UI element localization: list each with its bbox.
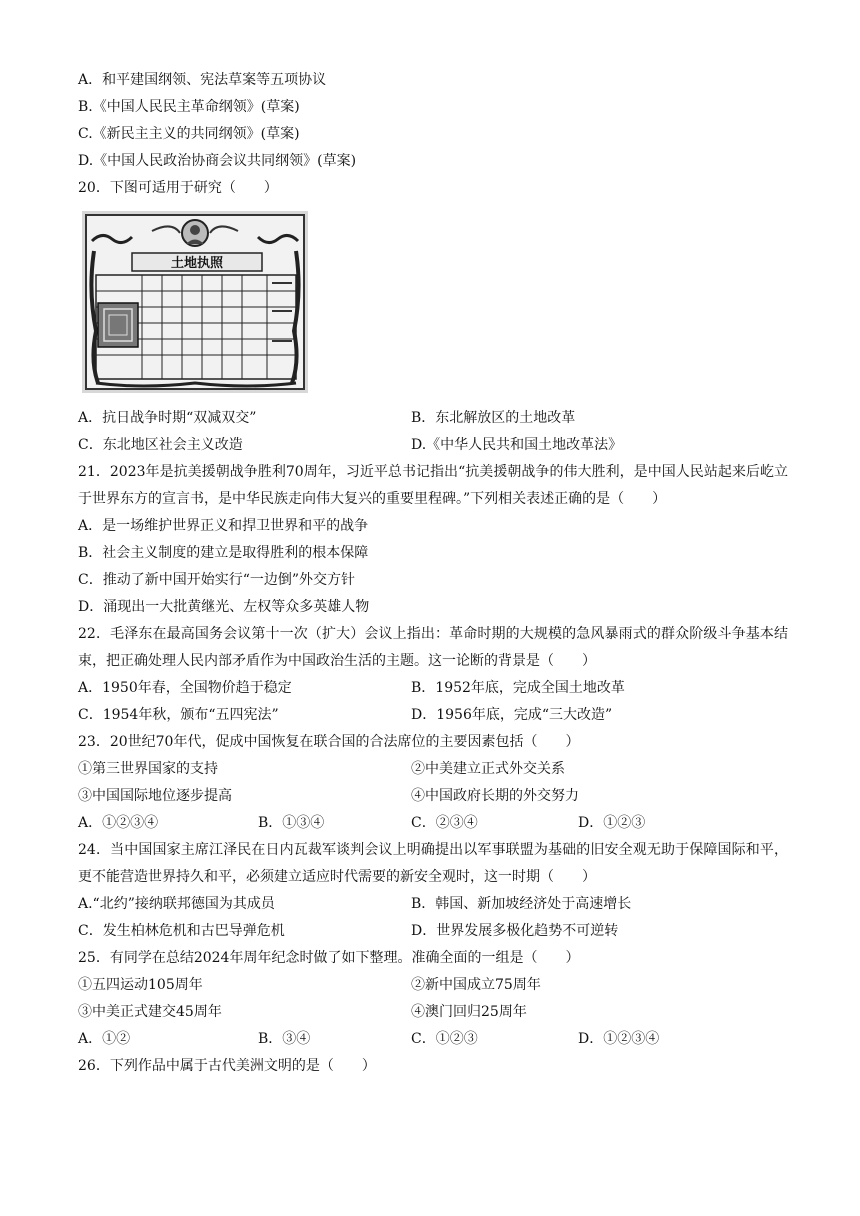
q25-item-1: ①五四运动105周年 xyxy=(78,977,203,993)
q25-item-2: ②新中国成立75周年 xyxy=(411,977,541,993)
q22-option-a: A．1950年春，全国物价趋于稳定 xyxy=(78,680,292,696)
q24-option-d: D．世界发展多极化趋势不可逆转 xyxy=(411,923,619,939)
q22-option-b: B．1952年底，完成全国土地改革 xyxy=(411,680,625,696)
q23-item-1: ①第三世界国家的支持 xyxy=(78,761,218,777)
q25-item-4: ④澳门回归25周年 xyxy=(411,1004,527,1020)
q25-option-d: D．①②③④ xyxy=(578,1031,660,1047)
certificate-title: 土地执照 xyxy=(170,256,224,271)
land-certificate-image xyxy=(82,211,308,393)
q21-stem: 21．2023年是抗美援朝战争胜利70周年，习近平总书记指出“抗美援朝战争的伟大胜利，是中国人民站起来后屹立于世界东方的宣言书，是中华民族走向伟大复兴的重要里程碑。”下列相关表述正确的是（ ） xyxy=(78,464,788,507)
q25-stem: 25．有同学在总结2024年周年纪念时做了如下整理。准确全面的一组是（ ） xyxy=(78,950,580,966)
q19-option-b: B.《中国人民民主革命纲领》(草案) xyxy=(78,99,300,115)
q23-item-4: ④中国政府长期的外交努力 xyxy=(411,788,579,804)
q20-option-c: C．东北地区社会主义改造 xyxy=(78,437,243,453)
q24-stem: 24．当中国国家主席江泽民在日内瓦裁军谈判会议上明确提出以军事联盟为基础的旧安全观无助于保障国际和平，更不能营造世界持久和平，必须建立适应时代需要的新安全观时，这一时期（ ） xyxy=(78,842,788,885)
q25-option-a: A．①② xyxy=(78,1031,131,1047)
q21-option-a: A．是一场维护世界正义和捍卫世界和平的战争 xyxy=(78,518,369,534)
q23-item-2: ②中美建立正式外交关系 xyxy=(411,761,565,777)
q24-option-c: C．发生柏林危机和古巴导弹危机 xyxy=(78,923,285,939)
q25-item-3: ③中美正式建交45周年 xyxy=(78,1004,222,1020)
q22-option-c: C．1954年秋，颁布“五四宪法” xyxy=(78,707,279,723)
q25-option-c: C．①②③ xyxy=(411,1031,478,1047)
q22-option-d: D．1956年底，完成“三大改造” xyxy=(411,707,613,723)
q21-option-c: C．推动了新中国开始实行“一边倒”外交方针 xyxy=(78,572,356,588)
q25-option-b: B．③④ xyxy=(258,1031,311,1047)
q23-option-c: C．②③④ xyxy=(411,815,478,831)
q22-stem: 22．毛泽东在最高国务会议第十一次（扩大）会议上指出：革命时期的大规模的急风暴雨式的群众阶级斗争基本结束，把正确处理人民内部矛盾作为中国政治生活的主题。这一论断的背景是（ ） xyxy=(78,626,788,669)
q23-option-b: B．①③④ xyxy=(258,815,325,831)
q20-stem: 20．下图可适用于研究（ ） xyxy=(78,180,278,196)
q24-option-b: B．韩国、新加坡经济处于高速增长 xyxy=(411,896,632,912)
q21-option-b: B．社会主义制度的建立是取得胜利的根本保障 xyxy=(78,545,369,561)
q26-stem: 26．下列作品中属于古代美洲文明的是（ ） xyxy=(78,1058,376,1074)
q23-option-a: A．①②③④ xyxy=(78,815,159,831)
q20-option-d: D.《中华人民共和国土地改革法》 xyxy=(411,437,623,453)
q19-option-c: C.《新民主主义的共同纲领》(草案) xyxy=(78,126,300,142)
q24-option-a: A.“北约”接纳联邦德国为其成员 xyxy=(78,896,275,912)
q23-stem: 23．20世纪70年代，促成中国恢复在联合国的合法席位的主要因素包括（ ） xyxy=(78,734,580,750)
q21-option-d: D．涌现出一大批黄继光、左权等众多英雄人物 xyxy=(78,599,370,615)
land-certificate-drawing xyxy=(82,211,308,393)
q19-option-a: A．和平建国纲领、宪法草案等五项协议 xyxy=(78,72,327,88)
q23-option-d: D．①②③ xyxy=(578,815,646,831)
q20-option-b: B．东北解放区的土地改革 xyxy=(411,410,576,426)
q20-option-a: A．抗日战争时期“双减双交” xyxy=(78,410,257,426)
q23-item-3: ③中国国际地位逐步提高 xyxy=(78,788,232,804)
q19-option-d: D.《中国人民政治协商会议共同纲领》(草案) xyxy=(78,153,357,169)
